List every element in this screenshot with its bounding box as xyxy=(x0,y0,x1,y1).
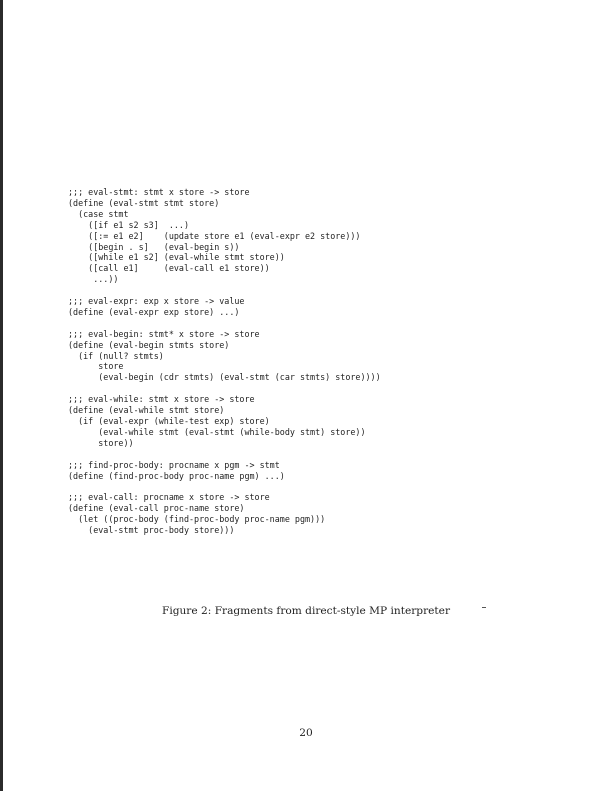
code-line: ([begin . s] (eval-begin s)) xyxy=(68,241,240,252)
code-line: ([while e1 s2] (eval-while stmt store)) xyxy=(68,252,285,263)
code-line: ([if e1 s2 s3] ...) xyxy=(68,219,190,230)
code-line: (eval-while stmt (eval-stmt (while-body stmt) store)) xyxy=(68,426,366,437)
code-line xyxy=(68,481,381,492)
code-line: (eval-stmt proc-body store))) xyxy=(68,525,235,536)
code-line xyxy=(68,285,381,296)
code-line xyxy=(68,318,381,329)
code-line: (eval-begin (cdr stmts) (eval-stmt (car stmts) store)))) xyxy=(68,372,381,383)
code-line: ([call e1] (eval-call e1 store)) xyxy=(68,263,270,274)
code-line: ;;; eval-call: procname x store -> store xyxy=(68,492,270,503)
page-left-edge xyxy=(0,0,3,791)
code-line: ;;; eval-stmt: stmt x store -> store xyxy=(68,187,250,197)
page-number: 20 xyxy=(299,727,313,739)
code-line xyxy=(68,383,381,394)
code-line: (if (eval-expr (while-test exp) store) xyxy=(68,415,270,426)
code-line: ([:= e1 e2] (update store e1 (eval-expr e2 store))) xyxy=(68,230,361,241)
code-line: (if (null? stmts) xyxy=(68,350,164,361)
code-line: ;;; eval-expr: exp x store -> value xyxy=(68,296,245,307)
code-line: (define (find-proc-body proc-name pgm) ...) xyxy=(68,470,285,481)
code-line: store xyxy=(68,361,124,372)
code-line: ...)) xyxy=(68,274,119,285)
code-listing xyxy=(68,187,381,536)
code-line: (case stmt xyxy=(68,208,129,219)
code-line xyxy=(68,449,381,460)
code-line: (define (eval-begin stmts store) xyxy=(68,339,230,350)
code-line: (define (eval-call proc-name store) xyxy=(68,503,245,514)
scan-speck xyxy=(482,607,486,608)
figure-caption: Figure 2: Fragments from direct-style MP interpreter xyxy=(161,605,451,617)
code-line: ;;; eval-while: stmt x store -> store xyxy=(68,394,255,405)
code-line: (define (eval-expr exp store) ...) xyxy=(68,306,240,317)
code-line: (let ((proc-body (find-proc-body proc-name pgm))) xyxy=(68,514,326,525)
code-line: store)) xyxy=(68,437,134,448)
code-line: (define (eval-while stmt store) xyxy=(68,405,225,416)
code-line: ;;; find-proc-body: procname x pgm -> stmt xyxy=(68,459,280,470)
code-line: (define (eval-stmt stmt store) xyxy=(68,197,220,208)
code-line: ;;; eval-begin: stmt* x store -> store xyxy=(68,328,260,339)
